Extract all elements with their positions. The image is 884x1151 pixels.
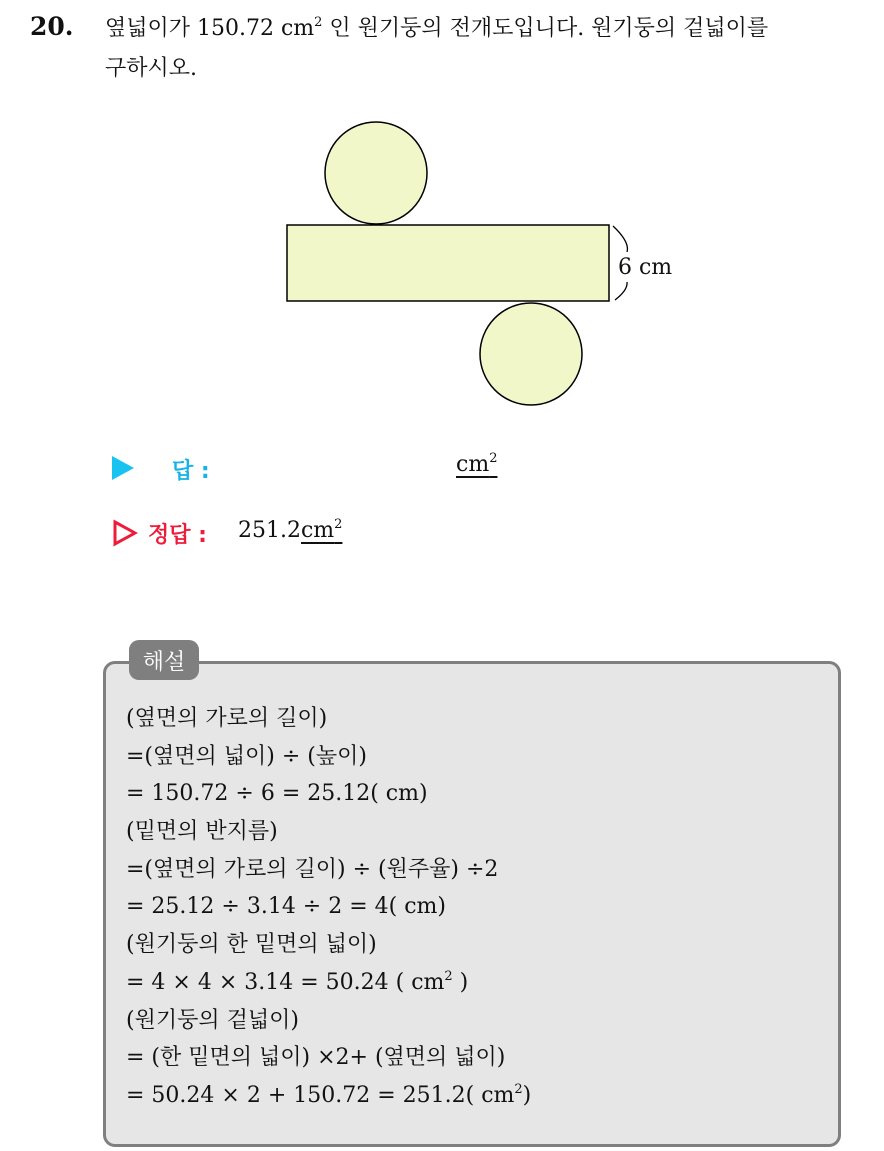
solution-line-tail: ) <box>452 969 469 995</box>
play-arrow-icon <box>112 456 134 480</box>
correct-value-number: 251.2 <box>238 518 301 543</box>
superscript: 2 <box>334 517 343 532</box>
solution-lines <box>126 700 531 1115</box>
superscript: 2 <box>314 15 323 30</box>
top-base-circle <box>325 122 427 224</box>
correct-unit <box>301 518 342 543</box>
superscript: 2 <box>489 451 498 466</box>
solution-line: (원기둥의 한 밑면의 넓이) <box>126 932 377 958</box>
bottom-base-circle <box>480 303 582 405</box>
solution-line: = 150.72 ÷ 6 = 25.12( cm) <box>126 781 428 807</box>
question-text-line2: 구하시오. <box>105 56 198 81</box>
solution-line: (밑면의 반지름) <box>126 819 278 845</box>
solution-line-text: = 50.24 × 2 + 150.72 = 251.2( cm <box>126 1082 515 1108</box>
answer-unit: cm <box>456 452 490 477</box>
question-text-suffix: 인 원기둥의 전개도입니다. 원기둥의 겉넓이를 <box>322 16 769 41</box>
correct-answer-label: 정답 : <box>148 523 207 548</box>
solution-line: (원기둥의 겉넓이) <box>126 1007 299 1033</box>
superscript: 2 <box>444 968 453 984</box>
solution-line: =(옆면의 넓이) ÷ (높이) <box>126 743 367 769</box>
superscript: 2 <box>514 1081 523 1097</box>
correct-unit-text: cm <box>300 518 335 543</box>
question-text-prefix: 옆넓이가 150.72 cm <box>105 16 315 41</box>
solution-line <box>126 1077 531 1115</box>
solution-tab-label: 해설 <box>129 640 199 680</box>
height-label: 6 cm <box>618 255 673 280</box>
correct-answer-value <box>238 518 342 543</box>
solution-line: =(옆면의 가로의 길이) ÷ (원주율) ÷2 <box>126 856 499 882</box>
question-number: 20. <box>30 12 74 41</box>
solution-line-tail: ) <box>522 1082 532 1108</box>
outline-arrow-icon <box>112 519 138 547</box>
side-rectangle <box>287 225 609 301</box>
answer-blank-unit[interactable] <box>456 452 497 477</box>
answer-label: 답 : <box>172 459 210 484</box>
solution-line-text: = 4 × 4 × 3.14 = 50.24 ( cm <box>126 969 445 995</box>
solution-line: = (한 밑면의 넓이) ×2+ (옆면의 넓이) <box>126 1045 506 1071</box>
solution-line: (옆면의 가로의 길이) <box>126 706 328 731</box>
solution-line <box>126 964 531 1002</box>
solution-line: = 25.12 ÷ 3.14 ÷ 2 = 4( cm) <box>126 894 446 920</box>
cylinder-net-figure <box>0 0 884 420</box>
